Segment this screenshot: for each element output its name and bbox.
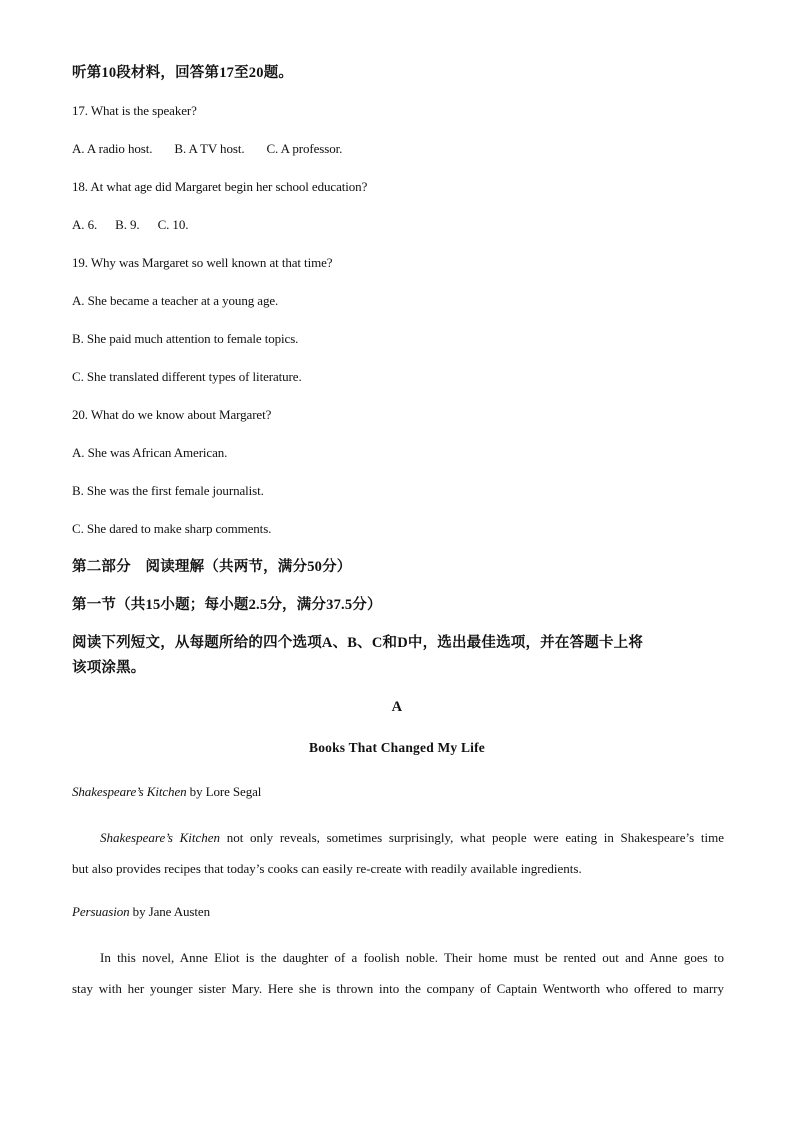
question-20-option-a: A. She was African American. [72,445,228,460]
question-18-options [72,216,188,234]
question-20-option-b: B. She was the first female journalist. [72,483,264,498]
book-1-author: by Lore Segal [186,784,262,799]
book-2-heading [72,903,210,921]
book-1-title: Shakespeare’s Kitchen [72,784,187,799]
part2-heading: 第二部分 阅读理解（共两节，满分50分） [72,559,352,575]
book-2-title: Persuasion [72,904,130,919]
book-1-desc-line-1 [72,822,724,853]
passage-title: Books That Changed My Life [309,740,485,755]
section-intro: 听第10段材料，回答第17至20题。 [72,65,294,81]
question-18-option-c: C. 10. [157,217,189,232]
book-1-desc-text: not only reveals, sometimes surprisingly, what people were eating in Shakespeare’s time [220,830,724,845]
question-17-option-c: C. A professor. [266,141,343,156]
question-19-option-a: A. She became a teacher at a young age. [72,293,279,308]
book-1-heading [72,783,261,801]
instruction-line-1: 阅读下列短文，从每题所给的四个选项A、B、C和D中，选出最佳选项，并在答题卡上将 [72,635,644,651]
book-1-desc-line-2: but also provides recipes that today’s cooks can easily re-create with readily available ingredients. [72,861,582,876]
question-18-stem: 18. At what age did Margaret begin her school education? [72,179,368,194]
book-2-desc-line-2: stay with her younger sister Mary. Here she is thrown into the company of Captain Wentworth who offered to marry [72,981,724,996]
passage-label: A [391,699,403,715]
book-2-author: by Jane Austen [129,904,210,919]
question-17-option-b: B. A TV host. [174,141,245,156]
book-1-desc-title: Shakespeare’s Kitchen [100,830,221,845]
question-19-option-c: C. She translated different types of literature. [72,369,302,384]
question-17-option-a: A. A radio host. [72,141,153,156]
question-17-options [72,140,342,158]
book-2-desc-line-1: In this novel, Anne Eliot is the daughter of a foolish noble. Their home must be rented out and Anne goes to [100,950,724,965]
question-20-option-c: C. She dared to make sharp comments. [72,521,272,536]
question-19-stem: 19. Why was Margaret so well known at that time? [72,255,333,270]
question-19-option-b: B. She paid much attention to female topics. [72,331,299,346]
question-18-option-b: B. 9. [115,217,140,232]
question-17-stem: 17. What is the speaker? [72,103,197,118]
question-18-option-a: A. 6. [72,217,98,232]
question-20-stem: 20. What do we know about Margaret? [72,407,272,422]
section1-heading: 第一节（共15小题；每小题2.5分，满分37.5分） [72,597,382,613]
instruction-line-2: 该项涂黑。 [72,660,146,676]
